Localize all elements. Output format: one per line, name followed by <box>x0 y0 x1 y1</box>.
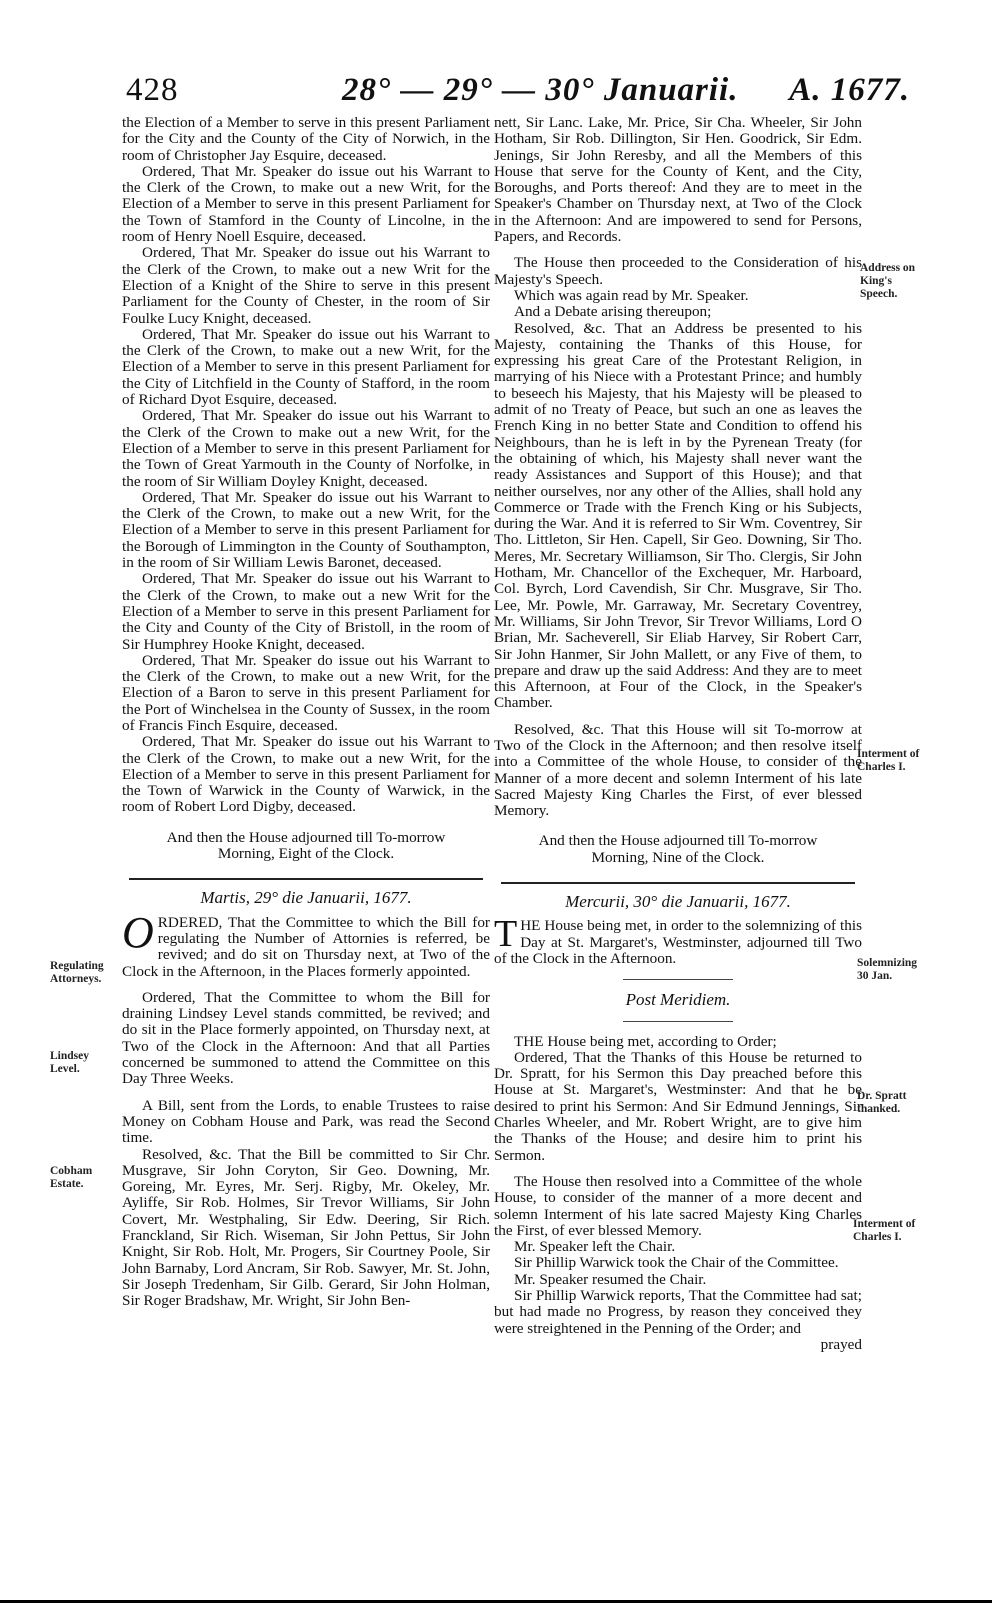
margin-note: Regulating Attorneys. <box>50 960 104 985</box>
paragraph: Ordered, That Mr. Speaker do issue out his Warrant to the Clerk of the Crown, to make out a new Writ, for the Election of a Member to serve in this present Parliament for the City of Litchfield in the County of Stafford, in the room of Richard Dyot Esquire, deceased. <box>122 325 490 409</box>
paragraph: Resolved, &c. That the Bill be committed to Sir Chr. Musgrave, Sir John Coryton, Sir Geo. Downing, Mr. Goreing, Mr. Eyres, Mr. Serj. Rigby, Mr. Okeley, Mr. Ayliffe, Sir Rob. Holmes, Sir Trevor Williams, Sir John Covert, Mr. Westphaling, Sir Edw. Deering, Sir Rich. Franckland, Sir Rich. Wiseman, Sir John Pettus, Sir John Knight, Sir Rob. Holt, Mr. Progers, Sir Courtney Poole, Sir John Barnaby, Lord Ancram, Sir Rob. Sawyer, Mr. St. John, Sir Joseph Tredenham, Sir Gilb. Gerard, Sir John Holman, Sir Roger Bradshaw, Mr. Wright, Sir John Ben- <box>122 1145 490 1310</box>
paragraph: Sir Phillip Warwick reports, That the Committee had sat; but had made no Progress, by reason they conceived they were streightened in the Penning of the Order; and <box>494 1287 862 1337</box>
margin-note: Dr. Spratt thanked. <box>857 1090 907 1115</box>
paragraph: Sir Phillip Warwick took the Chair of the Committee. <box>514 1254 839 1272</box>
divider <box>623 979 733 980</box>
paragraph: Ordered, That Mr. Speaker do issue out his Warrant to the Clerk of the Crown, to make out a new Writ, for the Election of a Member to serve in this present Parliament for the Town of Stamford in the County of Lincolne, in the room of Henry Noell Esquire, deceased. <box>122 162 490 246</box>
paragraph: The House then proceeded to the Consideration of his Majesty's Speech. <box>494 254 862 288</box>
margin-note: Interment of Charles I. <box>857 748 920 773</box>
paragraph: Mr. Speaker resumed the Chair. <box>514 1270 707 1288</box>
left-column <box>122 115 490 1309</box>
adjournment-note: And then the House adjourned till To-morrow Morning, Eight of the Clock. <box>166 828 446 863</box>
page-header <box>120 72 910 114</box>
paragraph: THE House being met, in order to the solemnizing of this Day at St. Margaret's, Westminster, adjourned till Two of the Clock in the Afternoon. <box>494 913 862 967</box>
paragraph: Ordered, That the Committee to whom the Bill for draining Lindsey Level stands committed, be revived; and do sit in the Place formerly appointed, on Thursday next, at Two of the Clock in the Afternoon: And that all Parties concerned be summoned to attend the Committee on this Day Three Weeks. <box>122 988 490 1088</box>
page-edge <box>0 1600 992 1603</box>
paragraph: Resolved, &c. That this House will sit To-morrow at Two of the Clock in the Afternoon; and then resolve itself into a Committee of the whole House, to consider of the Manner of a more decent and solemn Interment of his late Sacred Majesty King Charles the First, of ever blessed Memory. <box>494 720 862 820</box>
paragraph: Ordered, That Mr. Speaker do issue out his Warrant to the Clerk of the Crown, to make out a new Writ for the Election of a Member to serve in this present Parliament for the City and County of the City of Bristoll, in the room of Sir Humphrey Hooke Knight, deceased. <box>122 570 490 653</box>
section-divider <box>129 878 482 880</box>
post-meridiem-heading: Post Meridiem. <box>625 990 731 1010</box>
margin-note: Address on King's Speech. <box>860 262 916 300</box>
paragraph: The House then resolved into a Committee of the whole House, to consider of the manner of a more decent and solemn Interment of his late sacred Majesty King Charles the First, of ever blessed Memory. <box>494 1172 862 1239</box>
paragraph: Which was again read by Mr. Speaker. <box>514 286 749 304</box>
drop-cap: O <box>122 907 154 957</box>
catchword: prayed <box>820 1335 862 1353</box>
paragraph: Ordered, That Mr. Speaker do issue out his Warrant to the Clerk of the Crown, to make out a new Writ for the Election of a Knight of the Shire to serve in this present Parliament for the County of Chester, in the room of Sir Foulke Lucy Knight, deceased. <box>122 244 490 327</box>
paragraph: Ordered, That the Thanks of this House be returned to Dr. Spratt, for his Sermon this Day preached before this House at St. Margaret's, Westminster: And that he be desired to print his Sermon: And Sir Edmund Jennings, Sir Charles Wheeler, and Mr. Robert Wright, are to give him the Thanks of the House; and desire him to print his Sermon. <box>494 1048 862 1164</box>
paragraph: THE House being met, according to Order; <box>514 1032 777 1050</box>
paragraph: A Bill, sent from the Lords, to enable Trustees to raise Money on Cobham House and Park, was read the Second time. <box>122 1096 490 1147</box>
paragraph: Ordered, That Mr. Speaker do issue out his Warrant to the Clerk of the Crown, to make out a new Writ, for the Election of a Member to serve in this present Parliament for the Borough of Limmington in the County of Southampton, in the room of Sir William Lewis Baronet, deceased. <box>122 488 490 572</box>
adjournment-note: And then the House adjourned till To-morrow Morning, Nine of the Clock. <box>538 832 818 866</box>
paragraph: Mr. Speaker left the Chair. <box>514 1238 676 1256</box>
paragraph: the Election of a Member to serve in this present Parliament for the City and the County of the City of Norwich, in the room of Christopher Jay Esquire, deceased. <box>122 114 490 164</box>
day-heading: Mercurii, 30° die Januarii, 1677. <box>565 892 791 912</box>
section-divider <box>501 882 854 884</box>
margin-note: Interment of Charles I. <box>853 1218 916 1243</box>
right-column <box>494 115 862 1353</box>
margin-note: Cobham Estate. <box>50 1165 93 1190</box>
paragraph: nett, Sir Lanc. Lake, Mr. Price, Sir Cha. Wheeler, Sir John Hotham, Sir Rob. Dillington, Sir Hen. Goodrick, Sir Edm. Jenings, Sir John Reresby, and all the Members of this House that serve for the County of Kent, and the City, Boroughs, and Ports thereof: And they are to meet in the Speaker's Chamber on Thursday next, at Two of the Clock in the Afternoon: And are impowered to send for Persons, Papers, and Records. <box>494 114 862 246</box>
paragraph: Ordered, That Mr. Speaker do issue out his Warrant to the Clerk of the Crown to make out a new Writ, for the Election of a Member to serve in this present Parliament for the Town of Great Yarmouth in the County of Norfolke, in the room of Sir William Doyley Knight, deceased. <box>122 407 490 490</box>
margin-note: Solemnizing 30 Jan. <box>857 957 918 982</box>
paragraph: ORDERED, That the Committee to which the Bill for regulating the Number of Attornies is referred, be revived; and do sit on Thursday next, at Two of the Clock in the Afternoon, in the Places formerly appointed. <box>122 907 490 980</box>
paragraph: Ordered, That Mr. Speaker do issue out his Warrant to the Clerk of the Crown, to make out a new Writ, for the Election of a Baron to serve in this present Parliament for the Port of Winchelsea in the County of Sussex, in the room of Francis Finch Esquire, deceased. <box>122 651 490 734</box>
day-heading: Martis, 29° die Januarii, 1677. <box>200 888 412 908</box>
paragraph: And a Debate arising thereupon; <box>514 303 712 321</box>
paragraph: Resolved, &c. That an Address be presented to his Majesty, containing the Thanks of this House, for expressing his great Care of the Protestant Religion, in marrying of his Niece with a Protestant Prince; and humbly to beseech his Majesty, that his Majesty will be pleased to admit of no Treaty of Peace, but such an one as leaves the French King in no better State and Condition to offend his Neighbours, than he is left in by the Pyrenean Treaty (for the obtaining of which, his Majesty shall never want the ready Assistances and Support of this House); and that neither ourselves, nor any other of the Allies, shall hold any Commerce or Trade with the French King or his Subjects, during the War. And it is referred to Sir Wm. Coventrey, Sir Tho. Littleton, Sir Hen. Capell, Sir Geo. Downing, Sir Tho. Meres, Mr. Secretary Williamson, Sir Tho. Clergis, Sir John Hotham, Mr. Chancellor of the Exchequer, Mr. Harboard, Col. Byrch, Lord Cavendish, Sir Chr. Musgrave, Sir Tho. Lee, Mr. Powle, Mr. Garraway, Mr. Secretary Coventrey, Mr. Williams, Sir John Trevor, Sir Trevor Williams, Lord O Brian, Mr. Sacheverell, Sir Eliab Harvey, Sir Robert Carr, Sir John Hanmer, Sir John Mallett, or any Five of them, to prepare and draw up the said Address: And they are to meet this Afternoon, at Four of the Clock, in the Speaker's Chamber. <box>494 319 862 712</box>
drop-cap: T <box>494 913 518 956</box>
header-year: A. 1677. <box>789 72 910 108</box>
page-number: 428 <box>126 72 179 108</box>
paragraph: Ordered, That Mr. Speaker do issue out his Warrant to the Clerk of the Crown, to make out a new Writ, for the Election of a Member to serve in this present Parliament for the Town of Warwick in the County of Warwick, in the room of Robert Lord Digby, deceased. <box>122 733 490 816</box>
divider <box>623 1021 733 1022</box>
margin-note: Lindsey Level. <box>50 1050 89 1075</box>
header-dates: 28° — 29° — 30° Januarii. <box>342 72 739 108</box>
